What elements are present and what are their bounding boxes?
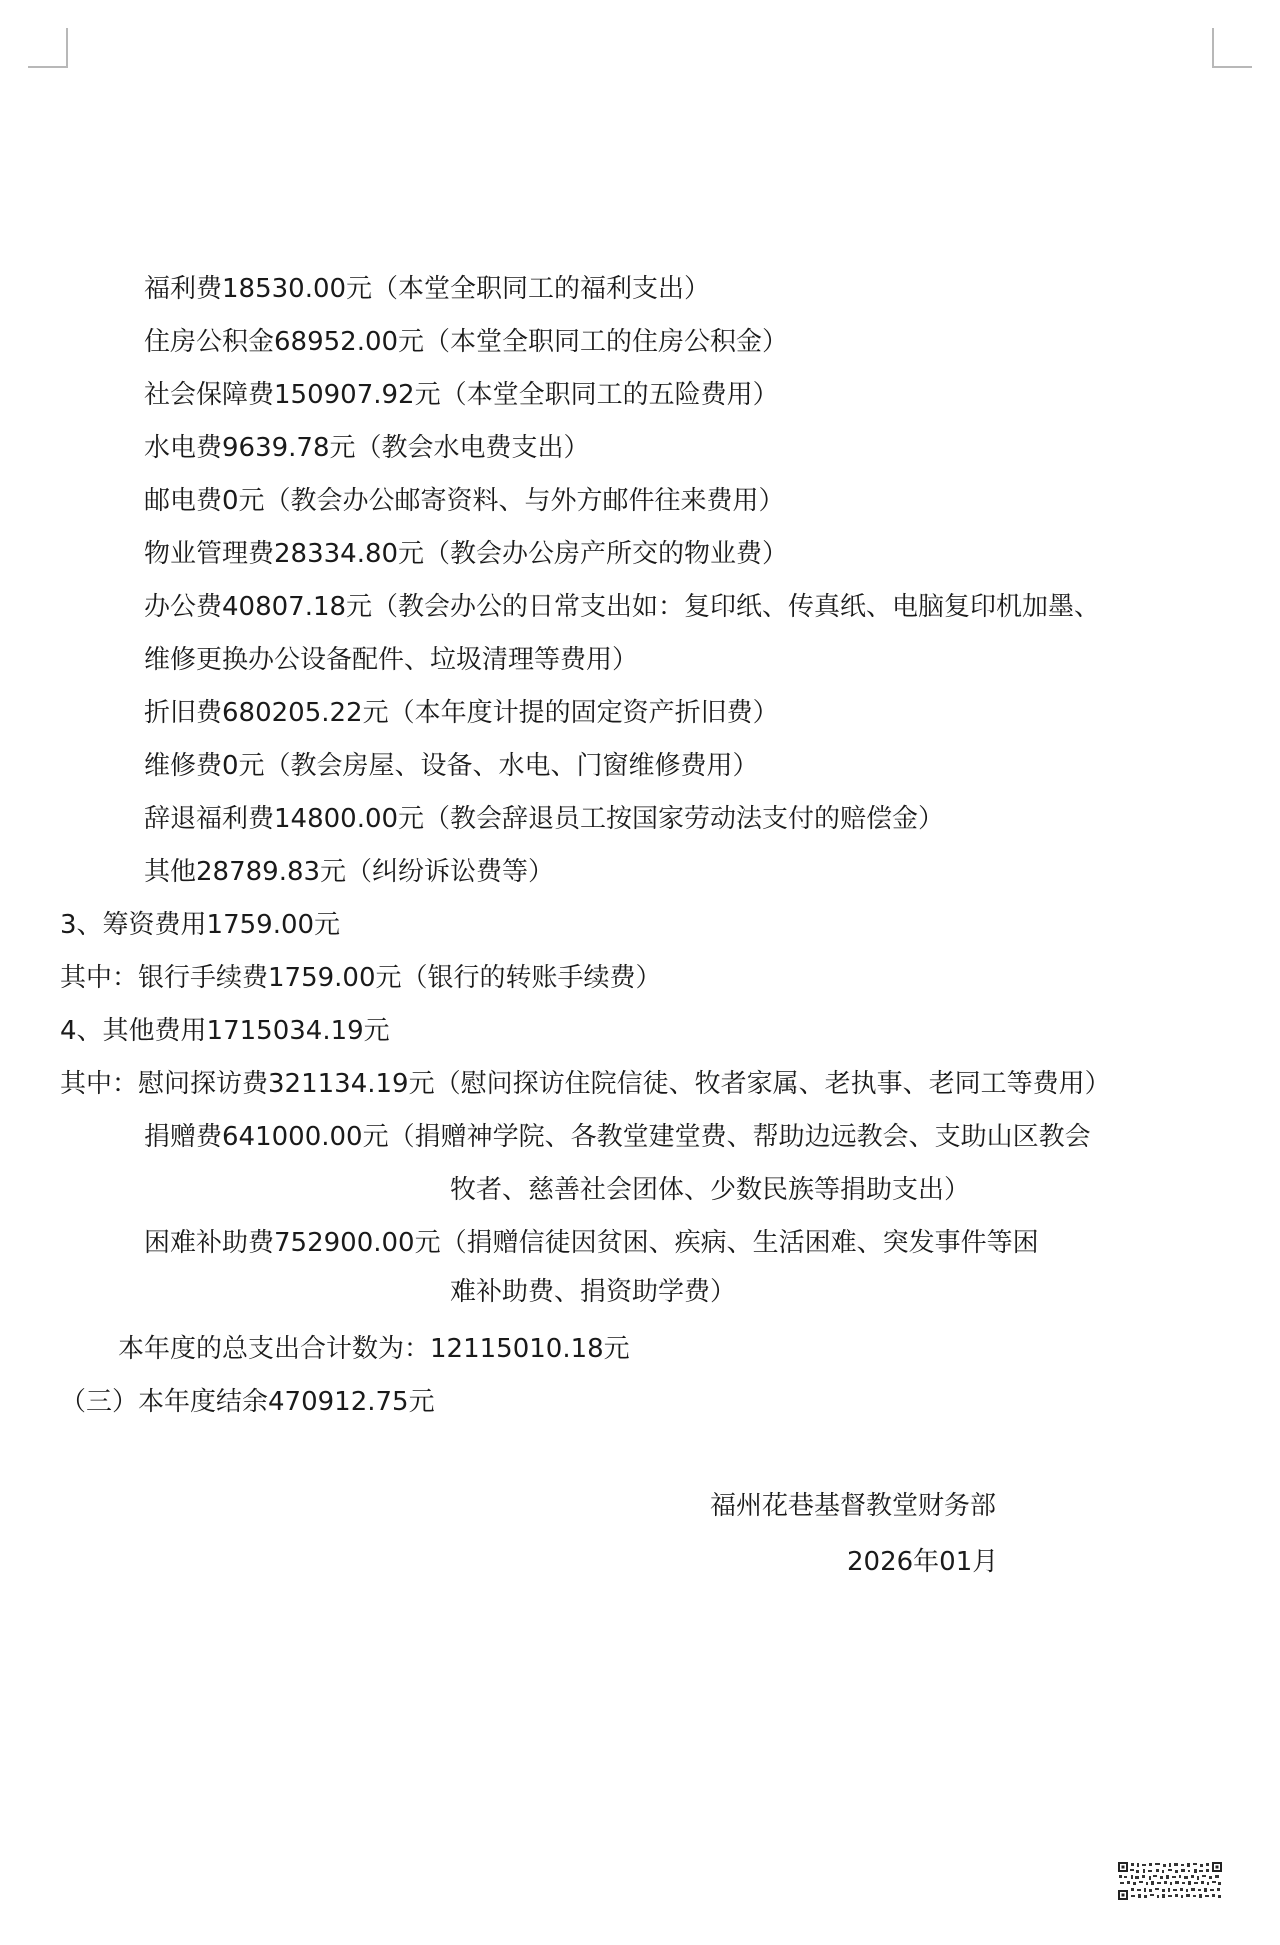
line-hardship-subsidy-continued: 难补助费、捐资助学费）: [450, 1277, 737, 1307]
line-total-expenditure: 本年度的总支出合计数为：12115010.18元: [118, 1334, 630, 1364]
line-social-security: 社会保障费150907.92元（本堂全职同工的五险费用）: [144, 380, 779, 410]
line-welfare-fee: 福利费18530.00元（本堂全职同工的福利支出）: [144, 274, 711, 304]
crop-mark-top-right: [1212, 28, 1252, 68]
line-depreciation: 折旧费680205.22元（本年度计提的固定资产折旧费）: [144, 698, 779, 728]
line-visitation-fee: 其中：慰问探访费321134.19元（慰问探访住院信徒、牧者家属、老执事、老同工等费用）: [60, 1069, 1111, 1099]
line-financing-costs: 3、筹资费用1759.00元: [60, 910, 341, 940]
line-office-expenses-continued: 维修更换办公设备配件、垃圾清理等费用）: [144, 645, 639, 675]
line-maintenance: 维修费0元（教会房屋、设备、水电、门窗维修费用）: [144, 751, 759, 781]
line-other-expenses: 4、其他费用1715034.19元: [60, 1016, 390, 1046]
line-donation-fee-continued: 牧者、慈善社会团体、少数民族等捐助支出）: [450, 1175, 971, 1205]
line-postage: 邮电费0元（教会办公邮寄资料、与外方邮件往来费用）: [144, 486, 785, 516]
signature-date: 2026年01月: [847, 1547, 999, 1577]
line-annual-balance: （三）本年度结余470912.75元: [60, 1387, 435, 1417]
crop-mark-top-left: [28, 28, 68, 68]
line-bank-fees: 其中：银行手续费1759.00元（银行的转账手续费）: [60, 963, 662, 993]
line-donation-fee: 捐赠费641000.00元（捐赠神学院、各教堂建堂费、帮助边远教会、支助山区教会: [144, 1122, 1091, 1152]
line-hardship-subsidy: 困难补助费752900.00元（捐赠信徒因贫困、疾病、生活困难、突发事件等困: [144, 1228, 1039, 1258]
line-utilities: 水电费9639.78元（教会水电费支出）: [144, 433, 590, 463]
qr-code-icon: [1118, 1862, 1222, 1900]
line-other: 其他28789.83元（纠纷诉讼费等）: [144, 857, 555, 887]
signature-department: 福州花巷基督教堂财务部: [710, 1491, 997, 1521]
line-severance: 辞退福利费14800.00元（教会辞退员工按国家劳动法支付的赔偿金）: [144, 804, 945, 834]
line-property-management: 物业管理费28334.80元（教会办公房产所交的物业费）: [144, 539, 789, 569]
line-housing-fund: 住房公积金68952.00元（本堂全职同工的住房公积金）: [144, 327, 789, 357]
line-office-expenses: 办公费40807.18元（教会办公的日常支出如：复印纸、传真纸、电脑复印机加墨、: [144, 592, 1101, 622]
